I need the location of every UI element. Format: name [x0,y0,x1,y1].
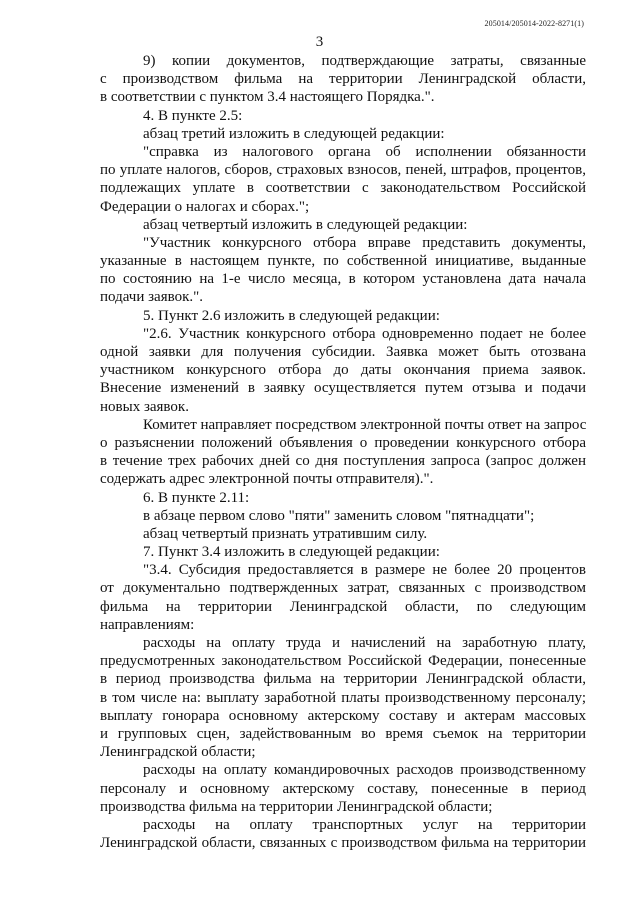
text-line: абзац четвертый признать утратившим силу. [143,525,428,542]
text-line: содержать адрес электронной почты отправителя).". [100,471,434,488]
text-line: "2.6. Участник конкурсного отбора одновременно подает не более [143,325,586,342]
text-line: Ленинградской области; [100,744,256,761]
text-line: Федерации о налогах и сборах."; [100,198,310,215]
text-line: фильма на территории Ленинградской области, по следующим [100,598,586,615]
text-line: в том числе на: выплату заработной платы производственному персоналу; [100,689,586,706]
text-line: 5. Пункт 2.6 изложить в следующей редакции: [143,307,440,324]
text-line: в соответствии с пунктом 3.4 настоящего Порядка.". [100,89,435,106]
text-line: от документально подтвержденных затрат, связанных с производством [100,580,586,597]
text-line: "справка из налогового органа об исполнении обязанности [143,143,586,160]
text-line: расходы на оплату труда и начислений на заработную плату, [143,635,586,651]
text-line: по уплате налогов, сборов, страховых взносов, пеней, штрафов, процентов, [100,162,586,179]
text-line: 6. В пункте 2.11: [143,489,250,506]
page-number: 3 [315,34,324,50]
text-line: подлежащих уплате в соответствии с законодательством Российской [100,180,586,197]
text-line: Комитет направляет посредством электронной почты ответ на запрос [143,416,586,433]
text-line: 4. В пункте 2.5: [143,107,243,124]
text-line: предусмотренных законодательством Российской Федерации, понесенные [100,653,586,670]
text-line: подачи заявок.". [100,289,203,306]
text-line: и групповых сцен, задействованным во время съемок на территории [100,725,586,742]
text-line: новых заявок. [100,398,189,415]
text-line: 7. Пункт 3.4 изложить в следующей редакции: [143,544,440,561]
text-line: участником конкурсного отбора до даты окончания приема заявок. [100,362,586,379]
text-line: в течение трех рабочих дней со дня поступления запроса (запрос должен [100,453,586,470]
document-body [100,52,586,852]
text-line: одной заявки для получения субсидии. Заявка может быть отозвана [100,344,586,360]
text-line: производства фильма на территории Ленинградской области; [100,798,493,815]
text-line: абзац четвертый изложить в следующей редакции: [143,216,468,233]
text-line: направлениям: [100,616,195,633]
text-line: Внесение изменений в заявку осуществляется путем отзыва и подачи [100,380,586,397]
text-line: абзац третий изложить в следующей редакции: [143,125,445,142]
text-line: с производством фильма на территории Ленинградской области, [100,71,586,88]
text-line: 9) копии документов, подтверждающие затраты, связанные [143,53,586,69]
text-line: Ленинградской области, связанных с производством фильма на территории [100,835,586,852]
text-line: расходы на оплату командировочных расходов производственному [143,762,586,779]
text-line: в абзаце первом слово "пяти" заменить словом "пятнадцати"; [143,507,535,524]
text-line: расходы на оплату транспортных услуг на территории [143,816,586,833]
text-line: указанные в настоящем пункте, по собственной инициативе, выданные [100,253,586,270]
text-line: выплату гонорара основному актерскому составу и актерам массовых [100,707,586,724]
document-code: 205014/205014-2022-8271(1) [484,19,584,28]
text-line: о разъяснении положений объявления о проведении конкурсного отбора [100,434,586,451]
text-line: по состоянию на 1-е число месяца, в котором установлена дата начала [100,271,586,288]
text-line: персоналу и основному актерскому составу, понесенные в период [100,780,586,797]
text-line: "Участник конкурсного отбора вправе представить документы, [143,234,586,251]
text-line: в период производства фильма на территории Ленинградской области, [100,671,586,688]
text-line: "3.4. Субсидия предоставляется в размере не более 20 процентов [143,562,586,579]
